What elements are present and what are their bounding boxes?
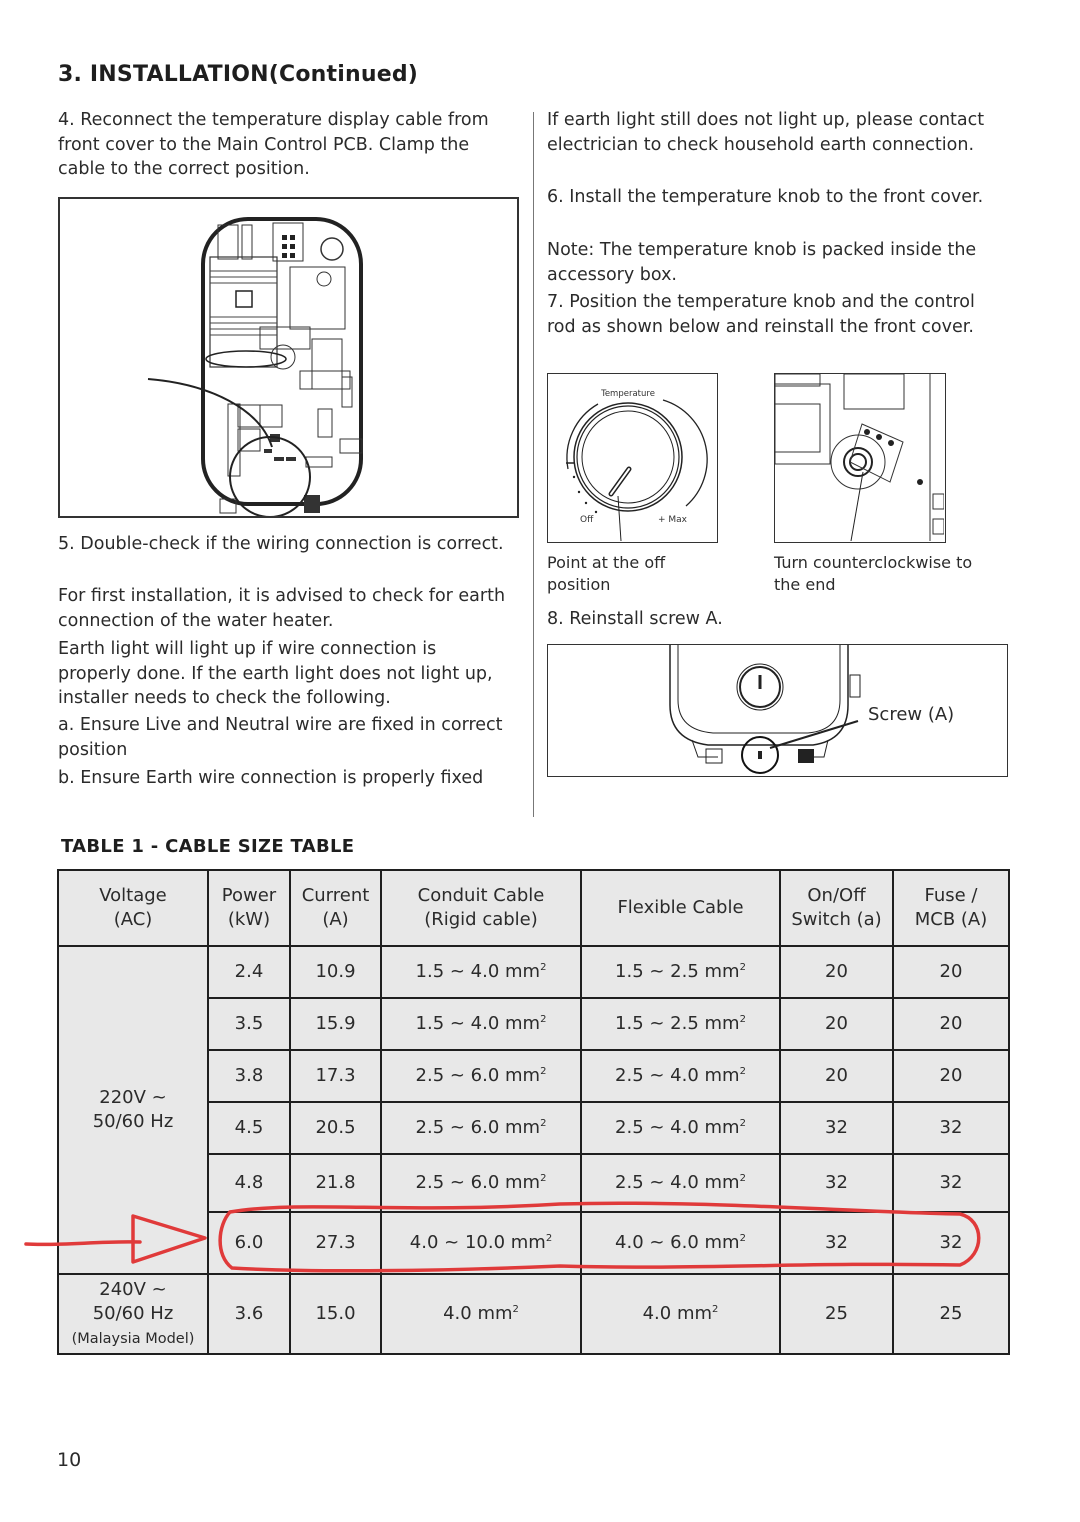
flexible-cell: 4.0 $mm^2$ <box>581 1274 780 1354</box>
conduit-cell: 4.0 ~ 10.0 $mm^2$ <box>381 1212 581 1274</box>
fuse-cell: 20 <box>893 946 1009 998</box>
step-8-text: 8. Reinstall screw A. <box>547 609 723 629</box>
current-cell: 27.3 <box>290 1212 381 1274</box>
check-a-text: a. Ensure Live and Neutral wire are fixed in correct position <box>58 715 503 760</box>
switch-cell: 32 <box>780 1102 893 1154</box>
header-power: Power (kW) <box>208 870 290 946</box>
power-cell: 3.5 <box>208 998 290 1050</box>
table-row <box>58 946 1009 998</box>
conduit-cell: 2.5 ~ 6.0 $mm^2$ <box>381 1050 581 1102</box>
screw-a-figure <box>547 644 1008 777</box>
current-cell: 20.5 <box>290 1102 381 1154</box>
screw-a-label: Screw (A) <box>868 704 955 725</box>
pcb-diagram-illustration <box>60 199 517 516</box>
flexible-cell: 2.5 ~ 4.0 $mm^2$ <box>581 1102 780 1154</box>
step-5-text: 5. Double-check if the wiring connection is correct. <box>58 534 504 554</box>
power-cell: 2.4 <box>208 946 290 998</box>
voltage-cell-240v: 240V ~ 50/60 Hz (Malaysia Model) <box>58 1274 208 1354</box>
current-cell: 21.8 <box>290 1154 381 1212</box>
current-cell: 15.9 <box>290 998 381 1050</box>
conduit-cell: 1.5 ~ 4.0 $mm^2$ <box>381 998 581 1050</box>
table-row <box>58 1274 1009 1354</box>
header-current: Current (A) <box>290 870 381 946</box>
pcb-wiring-figure <box>58 197 519 518</box>
fuse-cell: 20 <box>893 1050 1009 1102</box>
fuse-cell: 20 <box>893 998 1009 1050</box>
flexible-cell: 1.5 ~ 2.5 $mm^2$ <box>581 998 780 1050</box>
conduit-cell: 2.5 ~ 6.0 $mm^2$ <box>381 1102 581 1154</box>
header-fuse: Fuse / MCB (A) <box>893 870 1009 946</box>
column-divider <box>533 112 534 817</box>
fuse-cell: 32 <box>893 1212 1009 1274</box>
knob-off-label: Off <box>580 515 594 525</box>
power-cell: 6.0 <box>208 1212 290 1274</box>
switch-cell: 25 <box>780 1274 893 1354</box>
screw-a-illustration <box>548 645 1006 775</box>
table-title: TABLE 1 - CABLE SIZE TABLE <box>61 836 355 857</box>
power-cell: 3.8 <box>208 1050 290 1102</box>
check-b-text: b. Ensure Earth wire connection is properly fixed <box>58 768 484 788</box>
control-rod-figure <box>774 373 946 543</box>
power-cell: 4.8 <box>208 1154 290 1212</box>
note-text: Note: The temperature knob is packed inside the accessory box. <box>547 240 977 285</box>
page-number: 10 <box>57 1449 82 1471</box>
current-cell: 10.9 <box>290 946 381 998</box>
step-4-text: 4. Reconnect the temperature display cable from front cover to the Main Control PCB. Clamp the cable to the correct position. <box>58 110 489 179</box>
flexible-cell: 2.5 ~ 4.0 $mm^2$ <box>581 1050 780 1102</box>
conduit-cell: 2.5 ~ 6.0 $mm^2$ <box>381 1154 581 1212</box>
knob-arc-label: Temperature <box>601 389 655 399</box>
flexible-cell: 2.5 ~ 4.0 $mm^2$ <box>581 1154 780 1212</box>
section-title: 3. INSTALLATION(Continued) <box>58 62 419 87</box>
knob-max-label: + Max <box>658 515 688 525</box>
fuse-cell: 25 <box>893 1274 1009 1354</box>
temperature-knob-figure <box>547 373 718 543</box>
header-switch: On/Off Switch (a) <box>780 870 893 946</box>
earth-advice-text: For first installation, it is advised to check for earth connection of the water heater. <box>58 586 506 631</box>
header-voltage: Voltage (AC) <box>58 870 208 946</box>
conduit-cell: 4.0 $mm^2$ <box>381 1274 581 1354</box>
step-7-text: 7. Position the temperature knob and the control rod as shown below and reinstall the front cover. <box>547 292 975 337</box>
power-cell: 4.5 <box>208 1102 290 1154</box>
current-cell: 17.3 <box>290 1050 381 1102</box>
conduit-cell: 1.5 ~ 4.0 $mm^2$ <box>381 946 581 998</box>
step-6-text: 6. Install the temperature knob to the front cover. <box>547 187 984 207</box>
cable-size-table <box>57 869 1010 1355</box>
switch-cell: 20 <box>780 946 893 998</box>
earth-contact-text: If earth light still does not light up, please contact electrician to check household earth connection. <box>547 110 985 155</box>
switch-cell: 32 <box>780 1154 893 1212</box>
current-cell: 15.0 <box>290 1274 381 1354</box>
switch-cell: 20 <box>780 998 893 1050</box>
earth-light-text: Earth light will light up if wire connection is properly done. If the earth light does not light up, installer needs to check the following. <box>58 639 493 708</box>
control-rod-illustration <box>775 374 944 541</box>
table-header-row <box>58 870 1009 946</box>
header-flexible-cable: Flexible Cable <box>581 870 780 946</box>
voltage-cell-220v: 220V ~ 50/60 Hz <box>58 946 208 1274</box>
knob-caption: Point at the off position <box>547 553 666 594</box>
rod-caption: Turn counterclockwise to the end <box>774 553 973 594</box>
fuse-cell: 32 <box>893 1102 1009 1154</box>
flexible-cell: 4.0 ~ 6.0 $mm^2$ <box>581 1212 780 1274</box>
temperature-knob-illustration <box>548 374 716 541</box>
switch-cell: 20 <box>780 1050 893 1102</box>
flexible-cell: 1.5 ~ 2.5 $mm^2$ <box>581 946 780 998</box>
fuse-cell: 32 <box>893 1154 1009 1212</box>
power-cell: 3.6 <box>208 1274 290 1354</box>
switch-cell: 32 <box>780 1212 893 1274</box>
header-conduit-cable: Conduit Cable (Rigid cable) <box>381 870 581 946</box>
